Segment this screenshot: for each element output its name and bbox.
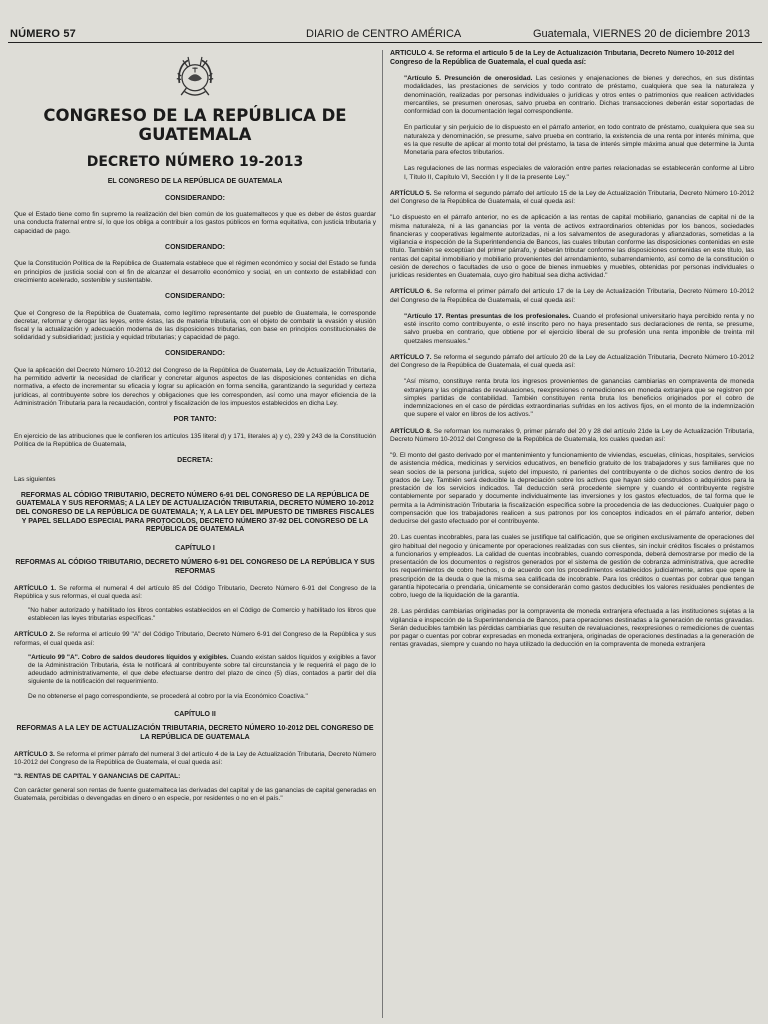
- article-8-text: Se reforman los numerales 9, primer párrafo del 20 y 28 del artículo 21de la Ley de Actualización Tributaria, Decreto Número 10-2012 del Congreso de la República de Guatemala, los cuales quedan así:: [390, 427, 754, 443]
- considerando-3: Que el Congreso de la República de Guatemala, como legítimo representante del pueblo de Guatemala, le corresponde decretar, reformar y derogar las leyes, entre éstas, las de materia tributaria, con el objeto de combatir la evasión y elusión fiscal y la actualización y adecuación moderna de las disposiciones tributarias, con base en principios constitucionales de solidaridad y subsidiaridad; justicia y equidad tributarias; y capacidad de pago.: [14, 309, 376, 342]
- article-4-quote-2: En particular y sin perjuicio de lo dispuesto en el párrafo anterior, en todo contrato de préstamo, cualquiera que sea su naturaleza y denominación, se presume, salvo prueba en contrario, la existencia de una renta por interés mínima, que es la que resulte de aplicar al monto total del préstamo, la tasa de interés simple máxima anual que determine la Junta Monetaria para efectos tributarios.: [404, 124, 754, 157]
- right-column: [390, 50, 754, 1020]
- considerando-label: CONSIDERANDO:: [165, 243, 225, 251]
- article-4-quote-3: Las regulaciones de las normas especiales de valoración entre partes relacionadas se establecerán conforme al Libro I, Título II, Capítulo VI, Sección I y II de la presente Ley.": [404, 165, 754, 181]
- article-4-quote-head: "Artículo 5. Presunción de onerosidad.: [404, 75, 533, 83]
- column-divider: [382, 50, 383, 1018]
- article-3-quote: Con carácter general son rentas de fuente guatemalteca las derivadas del capital y de las ganancias de capital generadas en Guatemala, percibidas o devengadas en dinero o en especie, por residentes o no en el país.": [14, 787, 376, 803]
- ejercicio-paragraph: En ejercicio de las atribuciones que le confieren los artículos 135 literal d) y 171, literales a) y c), 239 y 243 de la Constitución Política de la República de Guatemala,: [14, 432, 376, 448]
- article-4-quote-text: Las cesiones y enajenaciones de bienes y derechos, en sus distintas modalidades, las prestaciones de servicios y todo contrato de préstamo, cualquiera que sea la naturaleza y denominación, realizadas por personas individuales o jurídicas y otros entes o patrimonios que realicen actividades mercantiles, se presumen onerosas, salvo prueba en contrario. Dichas transacciones deberán estar soportadas de conformidad con la documentación legal correspondiente.: [404, 75, 754, 116]
- por-tanto-label: POR TANTO:: [173, 416, 217, 424]
- considerando-label: CONSIDERANDO:: [165, 350, 225, 358]
- publication-name: DIARIO de CENTRO AMÉRICA: [306, 28, 462, 40]
- reformas-title: REFORMAS AL CÓDIGO TRIBUTARIO, DECRETO NÚMERO 6-91 DEL CONGRESO DE LA REPÚBLICA DE GUATEMALA Y SUS REFORMAS; A LA LEY DE ACTUALIZACIÓN TRIBUTARIA, DECRETO NÚMERO 10-2012 DEL CONGRESO DE LA REPÚBLICA DE GUATEMALA; Y, A LA LEY DEL IMPUESTO DE TIMBRES FISCALES Y PAPEL SELLADO ESPECIAL PARA PROTOCOLOS, DECRETO NÚMERO 37-92 DEL CONGRESO DE LA REPÚBLICA DE GUATEMALA: [15, 491, 375, 534]
- article-3-text: Se reforma el primer párrafo del numeral 3 del artículo 4 de la Ley de Actualización Tributaria, Decreto Número 10-2012 del Congreso de la República de Guatemala, el cual queda así:: [14, 750, 376, 766]
- article-6-head: ARTÍCULO 6.: [390, 288, 432, 296]
- article-2: [14, 631, 376, 647]
- el-congreso-heading: EL CONGRESO DE LA REPÚBLICA DE GUATEMALA: [107, 178, 283, 185]
- chapter-1-label: CAPÍTULO I: [175, 544, 215, 552]
- decreto-title: DECRETO NÚMERO 19-2013: [86, 154, 304, 170]
- article-2-head: ARTÍCULO 2.: [14, 631, 56, 639]
- article-6: [390, 288, 754, 305]
- left-column: [14, 50, 376, 1020]
- header-rule: [8, 42, 762, 43]
- article-4-head: ARTÍCULO 4. Se reforma el artículo 5 de la Ley de Actualización Tributaria, Decreto Número 10-2012 del Congreso de la República de Guatemala, el cual queda así:: [390, 50, 735, 66]
- congreso-heading: CONGRESO DE LA REPÚBLICA DE GUATEMALA: [43, 106, 347, 144]
- considerando-label: CONSIDERANDO:: [165, 293, 225, 300]
- article-6-text: Se reforma el primer párrafo del artículo 17 de la Ley de Actualización Tributaria, Decreto Número 10-2012 del Congreso de la República de Guatemala, el cual queda así:: [390, 288, 754, 304]
- article-6-quote-head: "Artículo 17. Rentas presuntas de los profesionales.: [404, 312, 571, 320]
- decreta-label: DECRETA:: [177, 457, 213, 465]
- considerando-1: Que el Estado tiene como fin supremo la realización del bien común de los guatemaltecos y que es deber de éstos guardar una conducta fraternal entre sí, lo que los obliga a contribuir a los gastos públicos en forma equitativa, con justicia tributaria y capacidad de pago.: [14, 211, 376, 235]
- article-5-head: ARTÍCULO 5.: [390, 189, 432, 197]
- article-8-head: ARTÍCULO 8.: [390, 427, 432, 435]
- chapter-2-title: REFORMAS A LA LEY DE ACTUALIZACIÓN TRIBUTARIA, DECRETO NÚMERO 10-2012 DEL CONGRESO DE LA REPÚBLICA DE GUATEMALA: [16, 725, 374, 741]
- article-2-quote-2: De no obtenerse el pago correspondiente, se procederá al cobro por la vía Económico Coactiva.": [28, 692, 308, 700]
- article-2-quote: [28, 654, 376, 687]
- considerando-label: CONSIDERANDO:: [165, 194, 225, 202]
- article-3-head: ARTÍCULO 3.: [14, 750, 55, 758]
- issue-number: NÚMERO 57: [10, 28, 76, 40]
- article-1-head: ARTÍCULO 1.: [14, 584, 57, 592]
- article-8-numeral-9: "9. El monto del gasto derivado por el mantenimiento y funcionamiento de viviendas, escuelas, clínicas, hospitales, servicios de asistencia médica, medicinas y servicios educativos, en beneficio gratuito de los trabajadores y sus familiares que no sean socios de la persona jurídica, sujeto del impuesto, ni parientes del contribuyente o de dichos socios dentro de los grados de Ley. También será deducible la depreciación sobre los activos que hayan sido construidos o adquiridos para la prestación de los servicios indicados. Tal deducción será procedente siempre y cuando el contribuyente registre contablemente por separado y documente individualmente las inversiones y los gastos efectuados, de tal forma que le permita a la Administración Tributaria la fiscalización específica sobre la procedencia de las deducciones. Cualquier pago o compensación que los trabajadores realicen a sus patronos por los conceptos indicados en el párrafo anterior, deben deducirse del gasto efectuado por el contribuyente.: [390, 452, 754, 526]
- article-2-quote-text: Cuando existan saldos líquidos y exigibles a favor de la Administración Tributaria, ésta le notificará al contribuyente sobre tal circunstancia y le requerirá el pago de lo adeudado administrativamente, el que debe efectuarse dentro del plazo de cinco (5) días, contados a partir del día siguiente de la notificación del requerimiento.: [28, 653, 376, 686]
- article-3: [14, 751, 376, 767]
- article-7-quote: "Así mismo, constituye renta bruta los ingresos provenientes de ganancias cambiarias en compraventa de moneda extranjera y las originadas de revaluaciones, reexpresiones o remediciones en moneda extranjera que se registren por simples partidas de contabilidad. También constituyen renta bruta los beneficios originados por el cobro de indemnizaciones en el caso de pérdidas extraordinarias sufridas en los activos fijos, en el monto de la indemnización que supere el valor en libros de los activos.": [404, 378, 754, 419]
- coat-of-arms-icon: [169, 50, 221, 102]
- article-1-quote: "No haber autorizado y habilitado los libros contables establecidos en el Código de Comercio y habilitado los libros que establecen las leyes tributarias específicas.": [28, 606, 376, 623]
- article-6-quote: [404, 313, 754, 346]
- article-4-quote-1: [404, 75, 754, 116]
- article-1: [14, 585, 376, 601]
- considerando-4: Que la aplicación del Decreto Número 10-2012 del Congreso de la República de Guatemala, Ley de Actualización Tributaria, ha permitido advertir la necesidad de clarificar y concretar algunos aspectos de las disposiciones contenidas en dicha normativa, a efecto de incrementar su eficacia y lograr su aplicación en forma sencilla, garantizando la seguridad y certeza jurídicas, al contribuyente sobre los derechos y obligaciones que les corresponden, así como una mayor eficiencia de la Administración Tributaria para la recaudación, control y fiscalización de los impuestos establecidos en dicha Ley.: [14, 367, 376, 407]
- article-8-numeral-28: 28. Las pérdidas cambiarias originadas por la compraventa de moneda extranjera efectuada a las instituciones sujetas a la vigilancia e inspección de la Superintendencia de Bancos, para operaciones destinadas a la generación de rentas gravadas. Serán deducibles también las pérdidas cambiarias que resulten de revaluaciones, reexpresiones o remediciones de cuentas por pagar o cuentas por cobrar expresadas en moneda extranjera, originadas de operaciones destinadas a la generación de rentas gravadas, siempre y cuando no haya utilizado la deducción en la compraventa de moneda extranjera: [390, 608, 754, 649]
- las-siguientes: Las siguientes: [14, 475, 56, 483]
- chapter-1-title: REFORMAS AL CÓDIGO TRIBUTARIO, DECRETO NÚMERO 6-91 DEL CONGRESO DE LA REPÚBLICA Y SUS REFORMAS: [15, 559, 375, 575]
- article-5-quote: "Lo dispuesto en el párrafo anterior, no es de aplicación a las rentas de capital mobiliario, ganancias de capital ni de la misma naturaleza, ni a las ganancias por la venta de activos extraordinarios obtenidas por los bancos, sociedades financieras y cooperativas legalmente autorizadas, ni a los salvamentos de aseguradoras y afianzadoras, sometidas a la vigilancia e inspección de la Superintendencia de Bancos, las cuales tributan conforme las disposiciones contenidas en este título. También se exceptúan del primer párrafo, y deberán tributar conforme las disposiciones contenidas en este título, las rentas del capital inmobiliario y mobiliario provenientes del arrendamiento, subarrendamiento, así como de la constitución o cesión de derechos o facultades de uso o goce de bienes inmuebles y muebles, obtenidas por personas individuales o jurídicas residentes en Guatemala, cuyo giro habitual sea dicha actividad.": [390, 214, 754, 280]
- article-6-quote-text: Cuando el profesional universitario haya percibido renta y no esté inscrito como contribuyente, o esté inscrito pero no haya presentado sus declaraciones de renta, se presume, salvo prueba en contrario, que obtiene por el ejercicio liberal de su profesión una renta imponible de treinta mil quetzales mensuales.": [404, 312, 754, 345]
- article-5: [390, 190, 754, 207]
- article-7-text: Se reforma el segundo párrafo del artículo 20 de la Ley de Actualización Tributaria, Decreto Número 10-2012 del Congreso de la República de Guatemala, el cual queda así:: [390, 353, 754, 370]
- article-1-text: Se reforma el numeral 4 del artículo 85 del Código Tributario, Decreto Número 6-91 del Congreso de la República y sus reformas, el cual queda así:: [14, 584, 376, 600]
- article-3-quote-head: "3. RENTAS DE CAPITAL Y GANANCIAS DE CAPITAL:: [14, 772, 181, 780]
- article-7-head: ARTÍCULO 7.: [390, 353, 432, 361]
- article-2-quote-head: "Artículo 99 "A". Cobro de saldos deudores líquidos y exigibles.: [28, 653, 229, 661]
- chapter-2-label: CAPÍTULO II: [174, 710, 216, 718]
- article-7: [390, 354, 754, 371]
- page-header: [0, 0, 768, 44]
- considerando-2: Que la Constitución Política de la República de Guatemala establece que el régimen económico y social del Estado se funda en principios de justicia social con el fin de alcanzar el desarrollo económico y social, en un contexto de estabilidad con crecimiento acelerado, sostenible y sustentable.: [14, 260, 376, 284]
- issue-date: Guatemala, VIERNES 20 de diciembre 2013: [532, 28, 750, 40]
- article-8: [390, 428, 754, 445]
- article-5-text: Se reforma el segundo párrafo del artículo 15 de la Ley de Actualización Tributaria, Decreto Número 10-2012 del Congreso de la República de Guatemala, el cual queda así:: [390, 189, 754, 206]
- article-8-numeral-20: 20. Las cuentas incobrables, para las cuales se justifique tal calificación, que se originen exclusivamente de operaciones del giro habitual del negocio y únicamente por operaciones realizadas con sus clientes, sin incluir créditos fiscales o préstamos a funcionarios y empleados. La calidad de cuentas incobrables, cuando corresponda, deberá demostrarse por medio de la presentación de los documentos o registros generados por el sistema de gestión de cobranza administrativa, que acredite los requerimientos de cobro hechos, o de acuerdo con los procedimientos establecidos judicialmente, antes que opere la prescripción de la deuda o que la misma sea calificada de incobrable. Para los créditos o cuentas por cobrar que tengan garantía hipotecaria o prendaria, únicamente se considerarán como gastos deducibles los valores residuales pendientes de cobro, luego de la liquidación de la garantía.: [390, 534, 754, 600]
- article-2-text: Se reforma el artículo 99 "A" del Código Tributario, Decreto Número 6-91 del Congreso de la República y sus reformas, el cual queda así:: [14, 631, 376, 647]
